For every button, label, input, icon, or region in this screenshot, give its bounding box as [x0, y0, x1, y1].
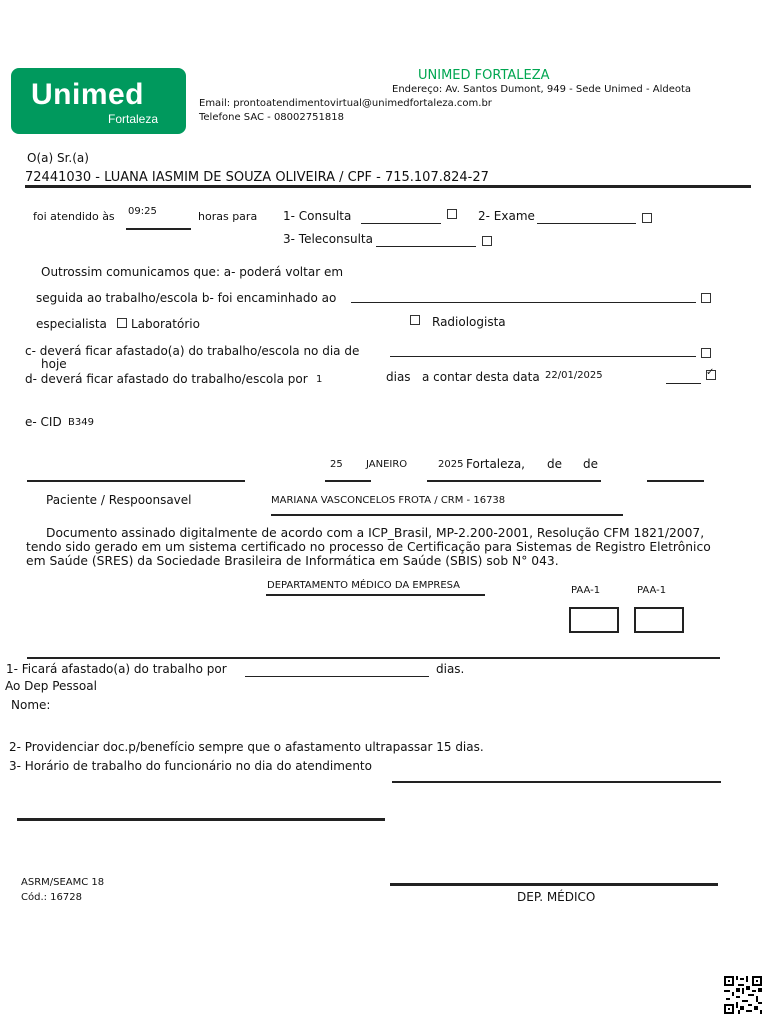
- footer-days-line: [245, 676, 429, 677]
- date-month: JANEIRO: [366, 459, 408, 470]
- unimed-logo: [11, 68, 186, 134]
- patient-signature-line: [27, 480, 245, 482]
- org-email: Email: prontoatendimentovirtual@unimedfortaleza.com.br: [199, 98, 492, 109]
- exame-checkbox[interactable]: [642, 213, 652, 223]
- note-c-line1: c- deverá ficar afastado(a) do trabalho/escola no dia de: [25, 344, 360, 358]
- month-line: [427, 480, 601, 482]
- org-address: Endereço: Av. Santos Dumont, 949 - Sede Unimed - Aldeota: [392, 84, 692, 95]
- option-exame: 2- Exame: [478, 209, 535, 223]
- note-c-line: [390, 356, 696, 357]
- option-consulta: 1- Consulta: [283, 209, 352, 223]
- note-c-checkbox[interactable]: [701, 348, 711, 358]
- patient-signature-label: Paciente / Respoonsavel: [46, 493, 192, 507]
- note-a-line1: Outrossim comunicamos que: a- poderá voltar em: [41, 265, 344, 279]
- note-a-line2: seguida ao trabalho/escola b- foi encaminhado ao: [36, 291, 337, 305]
- footer-item1: 1- Ficará afastado(a) do trabalho por: [6, 662, 227, 676]
- footer-item2: 2- Providenciar doc.p/benefício sempre que o afastamento ultrapassar 15 dias.: [9, 740, 484, 754]
- option-teleconsulta: 3- Teleconsulta: [283, 232, 373, 246]
- certification-body: Documento assinado digitalmente de acordo com a ICP_Brasil, MP-2.200-2001, Resolução CFM 1821/2007, tendo sido gerado em um sistema certificado no processo de Certificação para Sistemas de Registro Eletrônico em Saúde (SRES) da Sociedade Brasileira de Informática em Saúde (SBIS) sob N° 043.: [26, 526, 711, 568]
- paa-label-2: PAA-1: [637, 585, 667, 596]
- note-d-dias: dias: [386, 370, 411, 384]
- note-d-date: 22/01/2025: [545, 370, 603, 381]
- footer-days-label: dias.: [436, 662, 465, 676]
- company-dept: DEPARTAMENTO MÉDICO DA EMPRESA: [267, 580, 461, 591]
- time-underline: [126, 228, 191, 230]
- date-year: 2025: [438, 459, 464, 470]
- note-d-days: 1: [316, 374, 323, 385]
- company-dept-line: [266, 594, 485, 596]
- section-divider: [27, 657, 720, 659]
- org-name: UNIMED FORTALEZA: [418, 68, 550, 83]
- lab-label: Laboratório: [131, 317, 200, 331]
- footer-name-label: Nome:: [11, 698, 51, 712]
- paa-box-2[interactable]: [634, 607, 684, 633]
- teleconsulta-line: [376, 246, 476, 247]
- paa-box-1[interactable]: [569, 607, 619, 633]
- referral-line: [351, 302, 696, 303]
- cid-label: e- CID: [25, 415, 62, 429]
- logo-brand: Unimed: [31, 78, 145, 111]
- lab-checkbox[interactable]: [117, 318, 127, 328]
- certification-text: [26, 526, 726, 568]
- day-line: [325, 480, 371, 482]
- date-city: Fortaleza,: [466, 457, 525, 471]
- teleconsulta-checkbox[interactable]: [482, 236, 492, 246]
- date-de2: de: [583, 457, 598, 471]
- patient-id-line: 72441030 - LUANA IASMIM DE SOUZA OLIVEIRA / CPF - 715.107.824-27: [25, 170, 489, 185]
- note-d-line: [666, 383, 701, 384]
- logo-city: Fortaleza: [108, 112, 159, 126]
- exame-line: [537, 223, 636, 224]
- consulta-checkbox[interactable]: [447, 209, 457, 219]
- attended-label: foi atendido às: [33, 210, 115, 223]
- work-hours-line: [392, 781, 721, 783]
- patient-underline: [25, 185, 751, 188]
- footer-code2: Cód.: 16728: [21, 892, 82, 903]
- cid-code: B349: [68, 417, 94, 428]
- radiology-checkbox[interactable]: [410, 315, 420, 325]
- salutation: O(a) Sr.(a): [27, 151, 89, 165]
- referral-checkbox[interactable]: [701, 293, 711, 303]
- employee-signature-line: [17, 818, 385, 821]
- footer-dep-pessoal: Ao Dep Pessoal: [5, 679, 97, 693]
- date-day: 25: [330, 459, 343, 470]
- dep-medico-line: [390, 883, 718, 886]
- note-d-label: d- deverá ficar afastado do trabalho/escola por: [25, 372, 308, 386]
- paa-label-1: PAA-1: [571, 585, 601, 596]
- note-d-checkbox[interactable]: [706, 370, 716, 380]
- footer-code1: ASRM/SEAMC 18: [21, 877, 105, 888]
- org-phone: Telefone SAC - 08002751818: [199, 112, 344, 123]
- dep-medico-label: DEP. MÉDICO: [517, 890, 596, 904]
- qr-code-icon: [724, 976, 762, 1014]
- consulta-line: [361, 223, 441, 224]
- doctor-signature: MARIANA VASCONCELOS FROTA / CRM - 16738: [271, 495, 506, 506]
- note-c-line2: hoje: [41, 357, 67, 371]
- note-d-from: a contar desta data: [422, 370, 540, 384]
- attended-time: 09:25: [128, 206, 157, 217]
- date-de1: de: [547, 457, 562, 471]
- footer-item3: 3- Horário de trabalho do funcionário no dia do atendimento: [9, 759, 372, 773]
- doctor-signature-line: [271, 514, 623, 516]
- hours-for-label: horas para: [198, 210, 258, 223]
- year-line: [647, 480, 704, 482]
- specialist-label: especialista: [36, 317, 107, 331]
- radiology-label: Radiologista: [432, 315, 506, 329]
